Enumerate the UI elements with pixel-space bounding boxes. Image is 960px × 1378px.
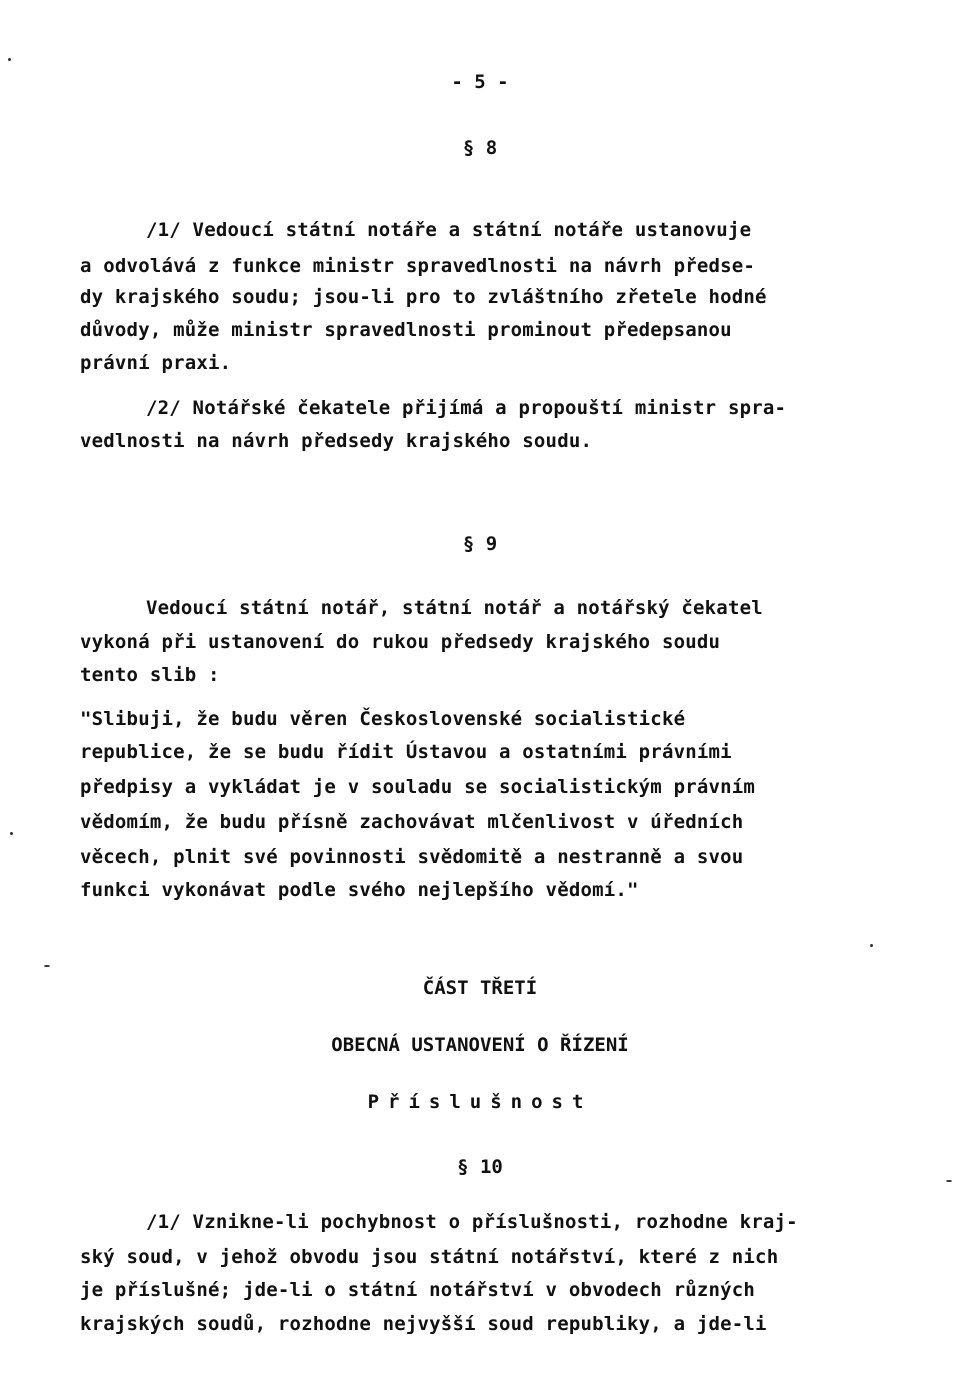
section-8-heading: § 8	[462, 137, 498, 159]
s9-oath-line-4: vědomím, že budu přísně zachovávat mlčenlivost v úředních	[80, 811, 744, 833]
s8-line-4: důvody, může ministr spravedlnosti prominout předepsanou	[80, 319, 732, 341]
s8-line-1: /1/ Vedoucí státní notáře a státní notáře ustanovuje	[146, 219, 752, 241]
s8-line-5: právní praxi.	[80, 352, 232, 374]
topic-heading: Příslušnost	[367, 1091, 593, 1113]
page-number: - 5 -	[451, 71, 509, 93]
part-title: ČÁST TŘETÍ	[422, 977, 538, 999]
s9-oath-line-5: věcech, plnit své povinnosti svědomitě a nestranně a svou	[80, 846, 744, 868]
s8-line-3: dy krajského soudu; jsou-li pro to zvláštního zřetele hodné	[80, 286, 767, 308]
scan-speck	[870, 944, 873, 947]
s9-oath-line-6: funkci vykonávat podle svého nejlepšího vědomí."	[80, 879, 639, 901]
s10-line-2: ský soud, v jehož obvodu jsou státní notářství, které z nich	[80, 1246, 779, 1268]
s9-line-3: tento slib :	[80, 664, 220, 686]
section-9-heading: § 9	[462, 533, 498, 555]
scan-speck	[10, 832, 13, 835]
s9-oath-line-3: předpisy a vykládat je v souladu se socialistickým právním	[80, 776, 756, 798]
s10-line-1: /1/ Vznikne-li pochybnost o příslušnosti, rozhodne kraj-	[146, 1211, 798, 1233]
s9-line-2: vykoná při ustanovení do rukou předsedy krajského soudu	[80, 631, 721, 653]
s8-line-2: a odvolává z funkce ministr spravedlnosti na návrh předse-	[80, 255, 756, 277]
s9-oath-line-1: "Slibuji, že budu věren Československé socialistické	[80, 708, 686, 730]
part-subtitle: OBECNÁ USTANOVENÍ O ŘÍZENÍ	[331, 1034, 629, 1056]
s9-line-1: Vedoucí státní notář, státní notář a notářský čekatel	[146, 597, 763, 619]
s10-line-4: krajských soudů, rozhodne nejvyšší soud republiky, a jde-li	[80, 1313, 767, 1335]
scan-speck	[8, 58, 11, 61]
s8-line-7: vedlnosti na návrh předsedy krajského soudu.	[80, 430, 593, 452]
scan-speck	[946, 1180, 952, 1182]
scan-speck	[44, 965, 50, 967]
s9-oath-line-2: republice, že se budu řídit Ústavou a ostatními právními	[80, 741, 732, 763]
s8-line-6: /2/ Notářské čekatele přijímá a propouští ministr spra-	[146, 397, 787, 419]
section-10-heading: § 10	[457, 1156, 503, 1178]
s10-line-3: je příslušné; jde-li o státní notářství v obvodech různých	[80, 1279, 756, 1301]
